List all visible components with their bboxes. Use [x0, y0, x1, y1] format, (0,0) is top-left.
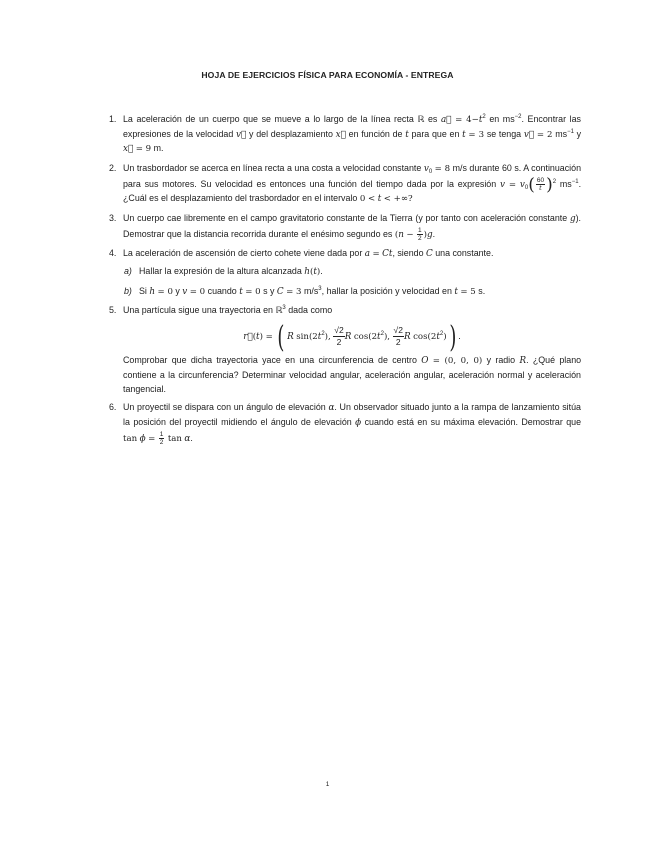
exercise-2: 2. Un trasbordador se acerca en línea recta a una costa a velocidad constante $v_0 = 8$ m/s durante 60 s. A continuación para sus motores. Su velocidad es entonces una función del tiempo dada por la expresión $v = v_0$( $\frac{60}{t}$ )$^2$ $ms^{-1}$. ¿Cuál es el desplazamiento del trasbordador en el intervalo 0 < t < +∞?	[109, 163, 582, 205]
exercise-4: 4. La aceleración de ascensión de cierto cohete viene dada por a = Ct, siendo C una constante. a) Hallar la expresión de la altura alcanzada h(t). b) Si h = 0 y v = 0 cuando t = 0 s y C = 3 $m/s^3$, hallar la posición y velocidad en t = 5 s.	[109, 247, 581, 299]
exercise-number: 6.	[109, 402, 117, 413]
exercise-number: 2.	[109, 163, 117, 174]
exercise-1: 1. La aceleración de un cuerpo que se mueve a lo largo de la línea recta ℝ es a⃗ = $4-t^2$ en $ms^{-2}$. Encontrar las expresiones de la velocidad v⃗ y del desplazamiento x⃗ en función de t para que en t = 3 se tenga v⃗ = 2 $ms^{-1}$ y x⃗ = 9 m.	[109, 114, 582, 155]
page-title: HOJA DE EJERCICIOS FÍSICA PARA ECONOMÍA - ENTREGA	[201, 70, 454, 80]
exercise-number: 5.	[109, 305, 117, 316]
exercise-list	[109, 113, 581, 451]
trajectory-equation: r⃗(t) = ( R $\sin(2t^2)$, $\frac{√2}{2}$ R $\cos(2t^2)$, $\frac{√2}{2}$ R $\cos(2t^2)$) .	[243, 320, 461, 355]
exercise-3: 3. Un cuerpo cae libremente en el campo gravitatorio constante de la Tierra (y por tanto con aceleración constante g). Demostrar que la distancia recorrida durante el enésimo segundo es (n − $\frac{1}{2}$ )g.	[109, 213, 582, 242]
exercise-4-part-b: b) Si h = 0 y v = 0 cuando t = 0 s y C = 3 $m/s^3$, hallar la posición y velocidad en t = 5 s.	[124, 285, 486, 297]
exercise-number: 3.	[109, 213, 117, 224]
exercise-number: 1.	[109, 114, 117, 124]
exercise-number: 4.	[109, 248, 117, 259]
page-number: 1	[325, 781, 330, 788]
exercise-6: 6. Un proyectil se dispara con un ángulo de elevación α. Un observador situado junto a la rampa de lanzamiento sitúa la posición del proyectil midiendo el ángulo de elevación ϕ cuando está en su máxima elevación. Demostrar que tan ϕ = $\frac{1}{2}$ tan α.	[109, 402, 582, 446]
exercise-4-part-a: a) Hallar la expresión de la altura alcanzada h(t).	[124, 266, 323, 278]
exercise-5: 5. Una partícula sigue una trayectoria en ℝ$^3$ dada como r⃗(t) = ( R $\sin(2t^2)$, $\frac{√2}{2}$ R $\cos(2t^2)$, $\frac{√2}{2}$ R $\cos(2t^2)$) . Comprobar que dicha trayectoria yace en una circunferencia de centro O = (0, 0, 0) y radio R. ¿Qué plano contiene a la circunferencia? Determinar velocidad angular, aceleración angular, aceleración normal y aceleración tangencial.	[109, 305, 582, 394]
